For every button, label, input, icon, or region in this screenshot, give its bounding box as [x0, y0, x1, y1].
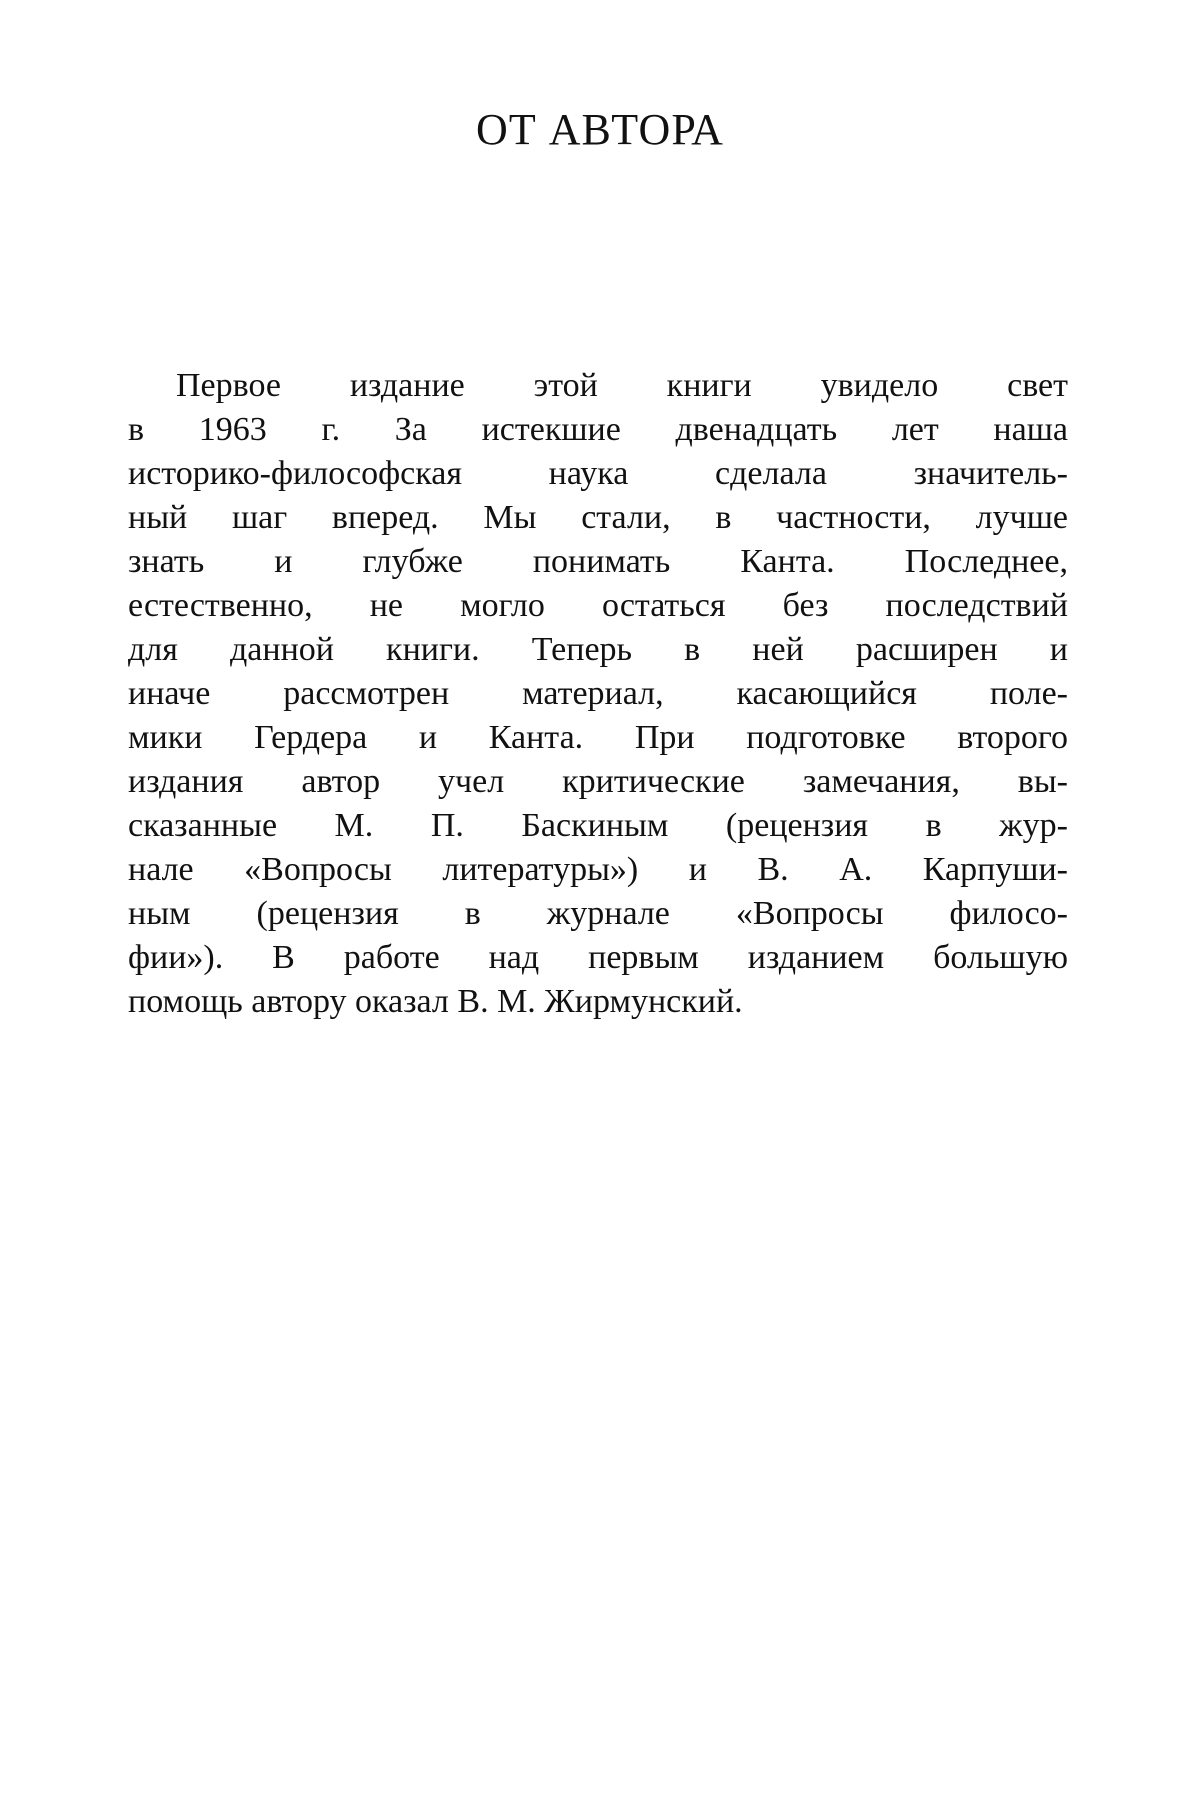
- paragraph-line: для данной книги. Теперь в ней расширен и: [128, 631, 1068, 668]
- page-title: ОТ АВТОРА: [476, 105, 724, 154]
- paragraph-line: Первое издание этой книги увидело свет: [176, 367, 1068, 404]
- paragraph-line: историко-философская наука сделала значитель-: [128, 455, 1068, 492]
- paragraph-line: естественно, не могло остаться без последствий: [128, 587, 1068, 624]
- paragraph-line: мики Гердера и Канта. При подготовке второго: [128, 719, 1068, 756]
- paragraph-line: сказанные М. П. Баскиным (рецензия в жур-: [128, 807, 1068, 844]
- paragraph-line: помощь автору оказал В. М. Жирмунский.: [128, 983, 743, 1020]
- preface-paragraph: [128, 364, 1068, 1024]
- paragraph-line: нале «Вопросы литературы») и В. А. Карпуши-: [128, 851, 1068, 888]
- paragraph-line: издания автор учел критические замечания, вы-: [128, 763, 1068, 800]
- paragraph-line: ный шаг вперед. Мы стали, в частности, лучше: [128, 499, 1068, 536]
- paragraph-line: иначе рассмотрен материал, касающийся поле-: [128, 675, 1068, 712]
- paragraph-line: фии»). В работе над первым изданием большую: [128, 939, 1068, 976]
- paragraph-line: ным (рецензия в журнале «Вопросы филосо-: [128, 895, 1068, 932]
- paragraph-line: в 1963 г. За истекшие двенадцать лет наша: [128, 411, 1068, 448]
- paragraph-line: знать и глубже понимать Канта. Последнее,: [128, 543, 1068, 580]
